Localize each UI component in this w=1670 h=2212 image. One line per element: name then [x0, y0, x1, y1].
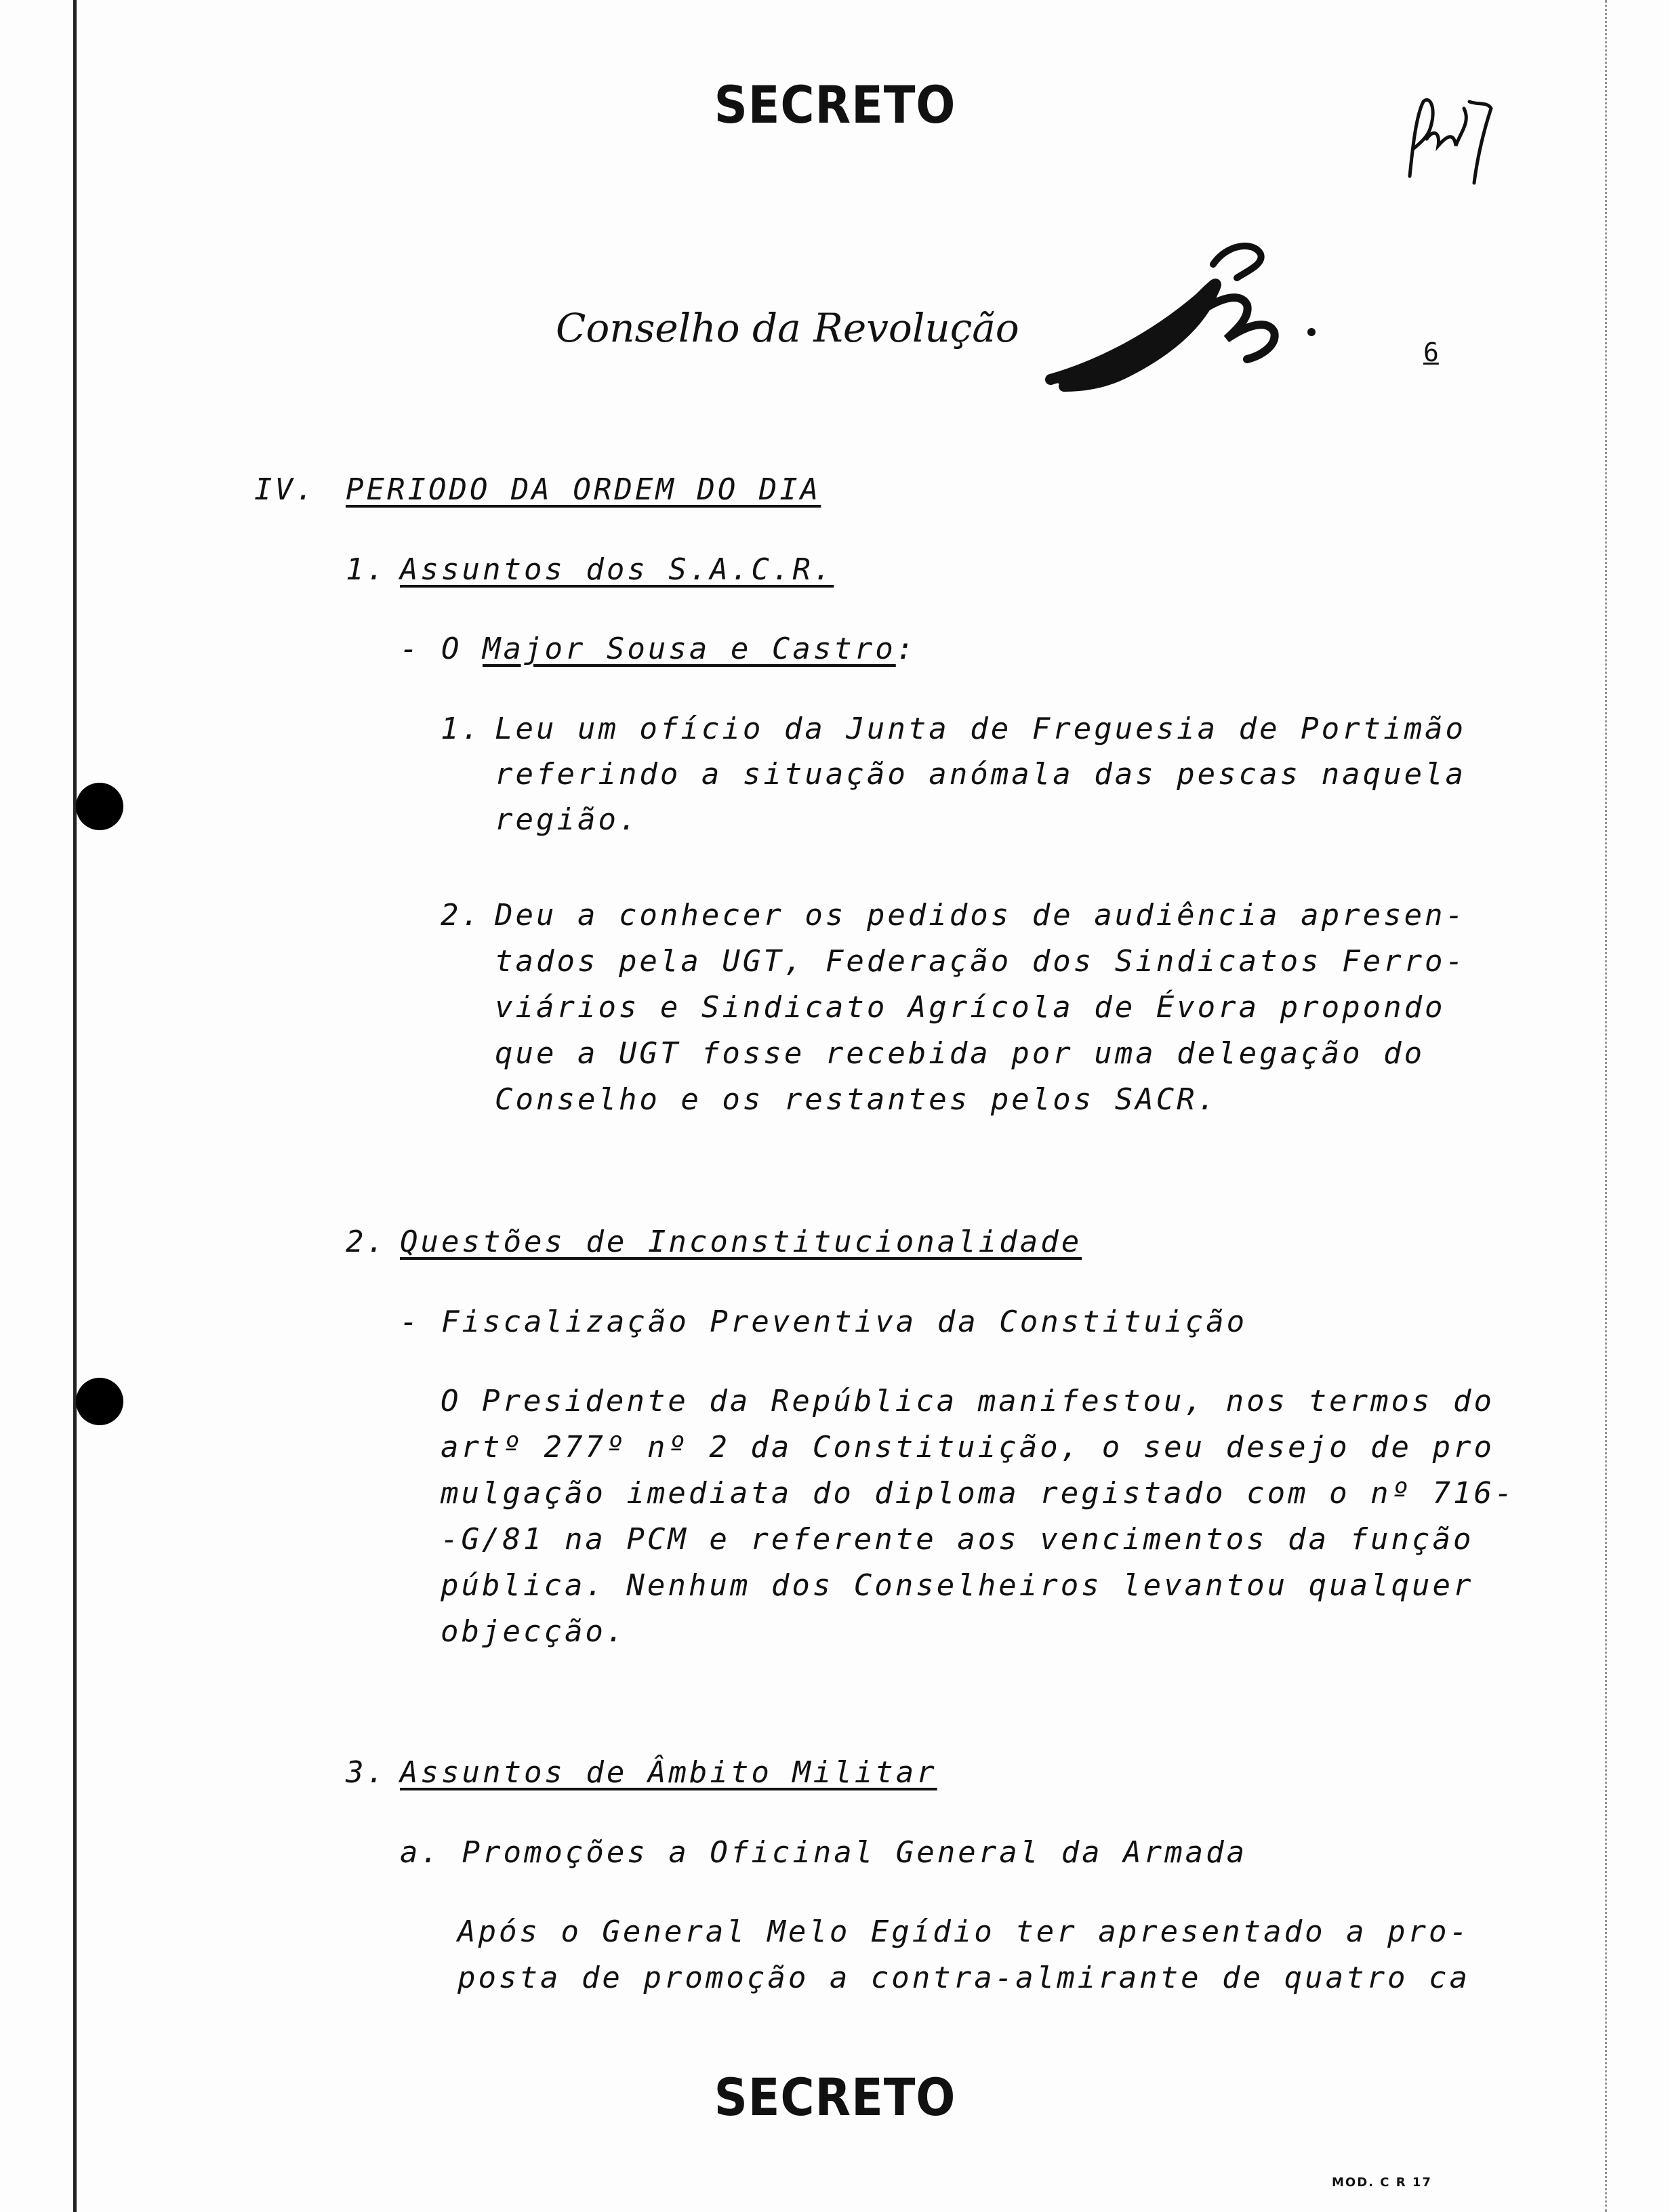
- point-1-line-1: Leu um ofício da Junta de Freguesia de Portimão: [495, 712, 1467, 746]
- item-2-line-4: -G/81 na PCM e referente aos vencimentos da função: [441, 1522, 1474, 1557]
- classification-top: SECRETO: [714, 75, 956, 135]
- punch-hole-top: [76, 783, 123, 830]
- item-3-subtitle: a. Promoções a Oficinal General da Armada: [400, 1835, 1248, 1870]
- section-number: IV.: [254, 472, 317, 507]
- point-2-number: 2.: [441, 898, 482, 933]
- item-2-line-1: O Presidente da República manifestou, nos termos do: [441, 1384, 1495, 1418]
- item-3-line-1: Após o General Melo Egídio ter apresentado a pro-: [457, 1914, 1471, 1949]
- point-1-line-3: região.: [495, 802, 640, 837]
- point-1-number: 1.: [441, 712, 482, 746]
- point-2-line-4: que a UGT fosse recebida por uma delegação do: [495, 1036, 1425, 1071]
- form-code: MOD. C R 17: [1332, 2175, 1432, 2190]
- item-2-title: Questões de Inconstitucionalidade: [400, 1225, 1082, 1259]
- item-1-speaker-line: [400, 632, 916, 666]
- item-2-line-3: mulgação imediata do diploma registado com o nº 716-: [441, 1476, 1515, 1511]
- speaker-suffix: :: [895, 632, 917, 666]
- item-2-line-2: artº 277º nº 2 da Constituição, o seu desejo de pro: [441, 1430, 1495, 1465]
- point-2-line-2: tados pela UGT, Federação dos Sindicatos Ferro-: [495, 944, 1467, 979]
- point-2-line-1: Deu a conhecer os pedidos de audiência apresen-: [495, 898, 1467, 933]
- item-2-line-5: pública. Nenhum dos Conselheiros levantou qualquer: [441, 1568, 1474, 1603]
- item-2-line-6: objecção.: [441, 1614, 627, 1649]
- left-margin-line: [73, 0, 77, 2212]
- speaker-name: Major Sousa e Castro: [482, 632, 896, 666]
- header-title: Conselho da Revolução: [556, 305, 1019, 351]
- initials-signature: [1396, 81, 1498, 190]
- item-2-number: 2.: [346, 1225, 387, 1259]
- speaker-prefix: - O: [400, 632, 483, 666]
- classification-bottom: SECRETO: [714, 2067, 956, 2127]
- point-2-line-3: viários e Sindicato Agrícola de Évora propondo: [495, 990, 1446, 1025]
- item-3-title: Assuntos de Âmbito Militar: [400, 1755, 937, 1790]
- header-signature: [1044, 237, 1328, 393]
- item-3-number: 3.: [346, 1755, 387, 1790]
- item-3-line-2: posta de promoção a contra-almirante de quatro ca: [457, 1961, 1471, 1995]
- section-title: PERIODO DA ORDEM DO DIA: [346, 472, 821, 507]
- point-1-line-2: referindo a situação anómala das pescas naquela: [495, 757, 1467, 792]
- item-1-number: 1.: [346, 552, 387, 587]
- punch-hole-bottom: [76, 1378, 123, 1425]
- page-number: 6: [1423, 337, 1439, 367]
- item-1-title: Assuntos dos S.A.C.R.: [400, 552, 834, 587]
- point-2-line-5: Conselho e os restantes pelos SACR.: [495, 1082, 1219, 1117]
- right-scan-edge: [1605, 0, 1608, 2212]
- item-2-subtitle: - Fiscalização Preventiva da Constituição: [400, 1305, 1248, 1339]
